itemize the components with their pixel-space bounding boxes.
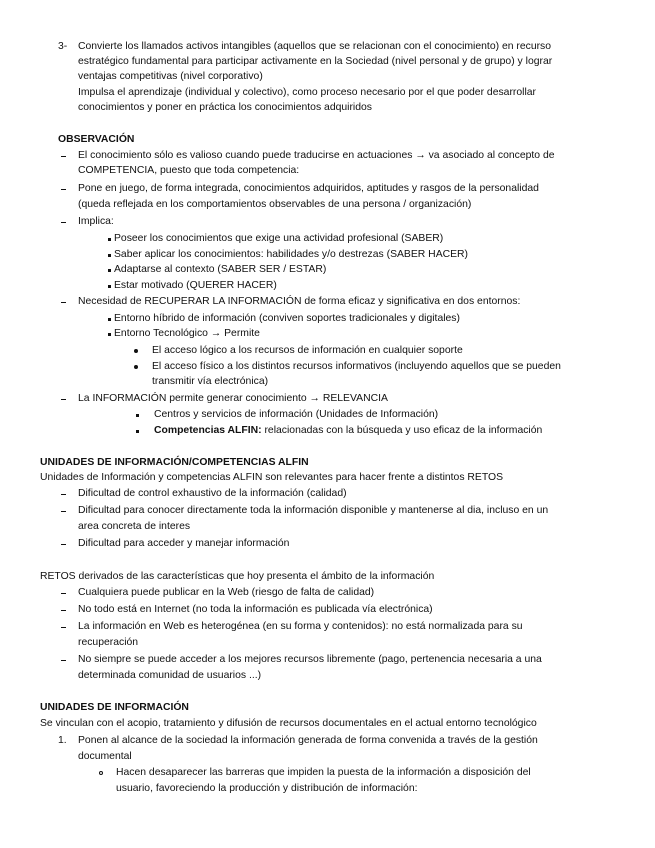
text-line: (queda reflejada en los comportamientos observables de una persona / organización)	[78, 199, 472, 210]
text-line: Necesidad de RECUPERAR LA INFORMACIÓN de forma eficaz y significativa en dos entornos:	[78, 296, 521, 307]
list-item: El acceso lógico a los recursos de información en cualquier soporte	[152, 345, 463, 356]
text-line: transmitir vía electrónica)	[152, 376, 269, 387]
text-line: determinada comunidad de usuarios ...)	[78, 670, 262, 681]
text-line: recuperación	[78, 637, 139, 648]
item-number: 1.	[58, 735, 67, 746]
text-line: El conocimiento sólo es valioso cuando puede traducirse en actuaciones → va asociado al concepto de	[78, 150, 555, 161]
text-line: Impulsa el aprendizaje (individual y colectivo), como proceso necesario por el que poder desarrollar	[78, 87, 537, 98]
section-heading: UNIDADES DE INFORMACIÓN	[40, 702, 189, 713]
text-line: Dificultad para conocer directamente toda la información disponible y mantenerse al dia, incluso en un	[78, 505, 549, 516]
text-line: estratégico fundamental para participar activamente en la Sociedad (nivel personal y de grupo) y lograr	[78, 56, 553, 67]
text-line: No todo está en Internet (no toda la información es publicada vía electrónica)	[78, 604, 433, 615]
dash-bullet	[61, 222, 66, 223]
dash-bullet	[61, 302, 66, 303]
list-item: Estar motivado (QUERER HACER)	[114, 280, 277, 291]
square-bullet	[108, 285, 111, 288]
dash-bullet	[61, 593, 66, 594]
square-bullet	[108, 333, 111, 336]
dash-bullet	[61, 494, 66, 495]
list-item: Entorno híbrido de información (conviven soportes tradicionales y digitales)	[114, 313, 460, 324]
dash-bullet	[61, 189, 66, 190]
text-line: RETOS derivados de las características que hoy presenta el ámbito de la información	[40, 571, 435, 582]
list-item: Adaptarse al contexto (SABER SER / ESTAR)	[114, 264, 327, 275]
text-line: conocimientos y poner en práctica los conocimientos adquiridos	[78, 102, 372, 113]
text-line: Cualquiera puede publicar en la Web (riesgo de falta de calidad)	[78, 587, 375, 598]
dash-bullet	[61, 544, 66, 545]
section-heading: OBSERVACIÓN	[58, 134, 135, 145]
text-line: Ponen al alcance de la sociedad la información generada de forma convenida a través de la gestión	[78, 735, 538, 746]
dash-bullet	[61, 511, 66, 512]
text-line: Convierte los llamados activos intangibles (aquellos que se relacionan con el conocimiento) en recurso	[78, 41, 552, 52]
dash-bullet	[61, 399, 66, 400]
text-line: area concreta de interes	[78, 521, 191, 532]
text-line: ventajas competitivas (nivel corporativo)	[78, 71, 263, 82]
text-line: usuario, favoreciendo la producción y distribución de información:	[116, 783, 418, 794]
square-bullet	[108, 269, 111, 272]
text-line: COMPETENCIA, puesto que toda competencia:	[78, 165, 300, 176]
dash-bullet	[61, 627, 66, 628]
round-bullet	[134, 349, 138, 353]
list-item: Saber aplicar los conocimientos: habilidades y/o destrezas (SABER HACER)	[114, 249, 469, 260]
text-line: Dificultad de control exhaustivo de la información (calidad)	[78, 488, 347, 499]
round-bullet	[134, 365, 138, 369]
dash-bullet	[61, 610, 66, 611]
text-line: No siempre se puede acceder a los mejores recursos libremente (pago, pertenencia necesaria a una	[78, 654, 542, 665]
text-line: Unidades de Información y competencias ALFIN son relevantes para hacer frente a distintos RETOS	[40, 472, 504, 483]
text-line: La INFORMACIÓN permite generar conocimiento → RELEVANCIA	[78, 393, 388, 404]
alfin-text: relacionadas con la búsqueda y uso eficaz de la información	[261, 425, 543, 436]
text-line: La información en Web es heterogénea (en su forma y contenidos): no está normalizada para su	[78, 621, 523, 632]
square-bullet	[108, 318, 111, 321]
square-bullet	[136, 430, 139, 433]
square-bullet	[108, 254, 111, 257]
text-line: Se vinculan con el acopio, tratamiento y difusión de recursos documentales en el actual entorno tecnológico	[40, 718, 537, 729]
item-number: 3-	[58, 41, 68, 52]
text-line: Pone en juego, de forma integrada, conocimientos adquiridos, aptitudes y rasgos de la personalidad	[78, 183, 539, 194]
list-item: Centros y servicios de información (Unidades de Información)	[154, 409, 439, 420]
list-item: Poseer los conocimientos que exige una actividad profesional (SABER)	[114, 233, 444, 244]
dash-bullet	[61, 660, 66, 661]
list-item	[154, 424, 542, 437]
text-line: Dificultad para acceder y manejar información	[78, 538, 290, 549]
text-line: documental	[78, 751, 132, 762]
section-heading: UNIDADES DE INFORMACIÓN/COMPETENCIAS ALFIN	[40, 457, 309, 468]
circle-bullet	[99, 771, 103, 775]
dash-bullet	[61, 156, 66, 157]
list-item: Entorno Tecnológico → Permite	[114, 328, 260, 339]
text-line: Hacen desaparecer las barreras que impiden la puesta de la información a disposición del	[116, 767, 531, 778]
square-bullet	[108, 238, 111, 241]
alfin-label: Competencias ALFIN:	[154, 425, 262, 436]
list-item: El acceso físico a los distintos recursos informativos (incluyendo aquellos que se pueden	[152, 361, 561, 372]
square-bullet	[136, 414, 139, 417]
text-line: Implica:	[78, 216, 114, 227]
